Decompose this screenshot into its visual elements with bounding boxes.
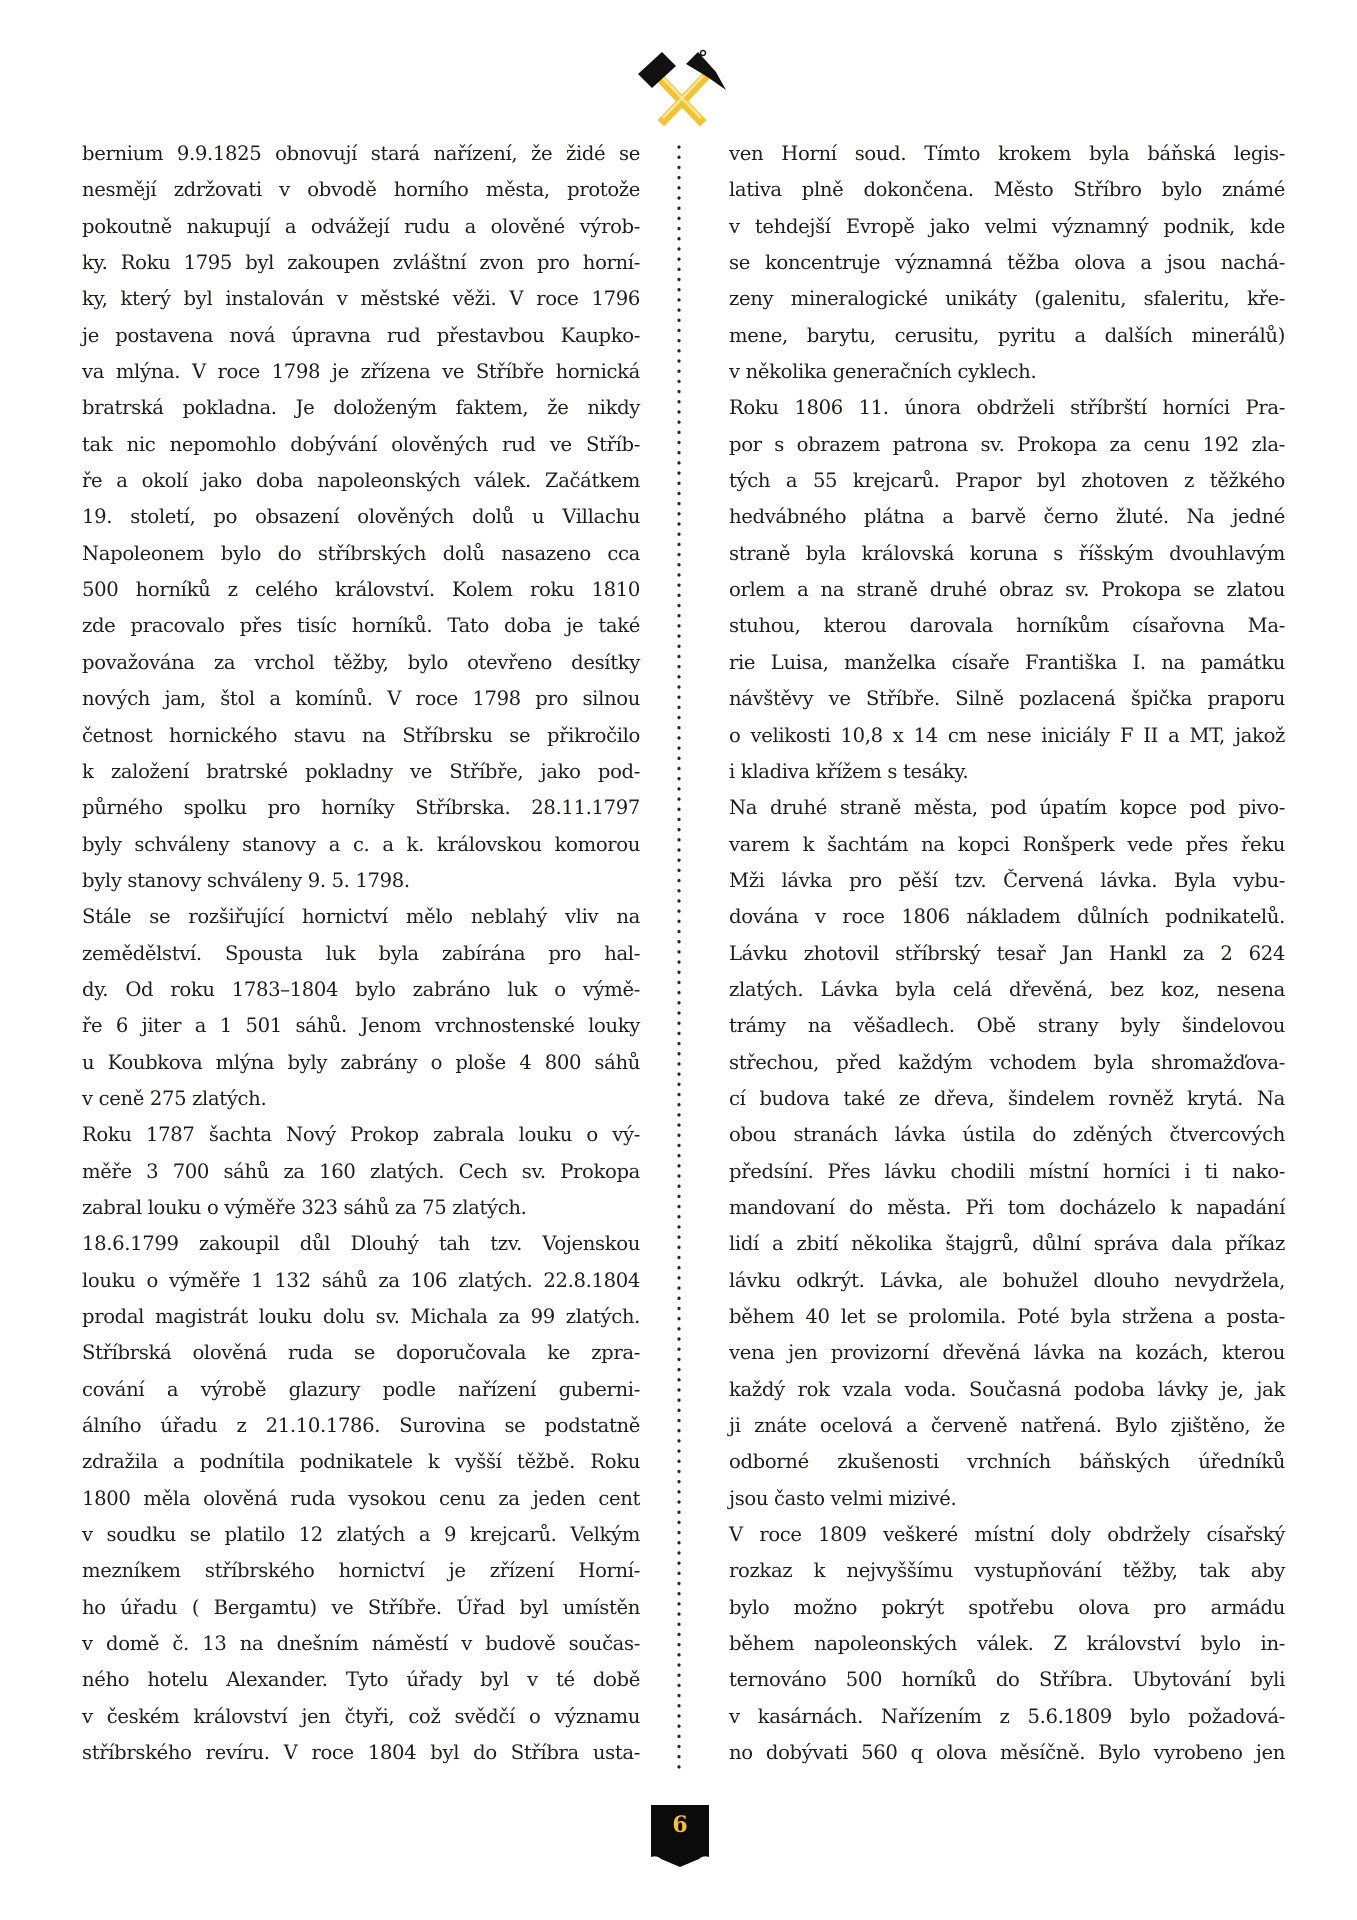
text-line: straně byla královská koruna s říšským dvouhlavým [729,541,1285,565]
crossed-hammers-icon [634,48,730,128]
text-line: lávku odkrýt. Lávka, ale bohužel dlouho nevydržela, [729,1268,1285,1292]
text-line: ře 6 jiter a 1 501 sáhů. Jenom vrchnostenské louky [82,1014,640,1038]
text-line: v tehdejší Evropě jako velmi významný podnik, kde [729,214,1285,238]
text-line: byly schváleny stanovy a c. a k. královskou komorou [82,832,640,856]
text-line: půrného spolku pro horníky Stříbrska. 28.11.1797 [82,796,640,820]
text-line: cování a výrobě glazury podle nařízení guberni- [82,1377,640,1401]
text-line: bernium 9.9.1825 obnovují stará nařízení, že židé se [82,142,640,165]
text-line: ře a okolí jako doba napoleonských válek. Začátkem [82,469,640,493]
text-line: louku o výměře 1 132 sáhů za 106 zlatých. 22.8.1804 [82,1268,640,1292]
text-line: v několika generačních cyklech. [729,360,1037,384]
text-line: no dobývati 560 q olova měsíčně. Bylo vyrobeno jen [729,1741,1285,1765]
text-line: v domě č. 13 na dnešním náměstí v budově součas- [82,1632,640,1656]
text-line: prodal magistrát louku dolu sv. Michala za 99 zlatých. [82,1305,640,1328]
text-line: 500 horníků z celého království. Kolem roku 1810 [82,578,640,602]
text-line: nesmějí zdržovati v obvodě horního města, protože [82,178,640,202]
text-line: trámy na věšadlech. Obě strany byly šindelovou [729,1014,1285,1038]
text-line: tak nic nepomohlo dobývání olověných rud ve Stříb- [82,432,640,456]
text-line: álního úřadu z 21.10.1786. Surovina se podstatně [82,1414,640,1438]
text-line: byly stanovy schváleny 9. 5. 1798. [82,868,410,892]
text-line: považována za vrchol těžby, bylo otevřeno desítky [82,650,640,674]
text-line: k založení bratrské pokladny ve Stříbře, jako pod- [82,759,640,783]
text-line: v soudku se platilo 12 zlatých a 9 krejcarů. Velkým [82,1523,640,1547]
text-column-right [729,136,1285,1771]
page-number: 6 [672,1812,688,1838]
text-line: dy. Od roku 1783–1804 bylo zabráno luk o výmě- [82,977,640,1001]
text-line: během napoleonských válek. Z království bylo in- [729,1632,1285,1656]
text-line: zdražila a podnítila podnikatele k vyšší těžbě. Roku [82,1450,640,1474]
text-line: Roku 1806 11. února obdrželi stříbrští horníci Pra- [729,396,1285,420]
text-line: návštěvy ve Stříbře. Silně pozlacená špička praporu [729,687,1285,711]
text-line: Stále se rozšiřující hornictví mělo neblahý vliv na [82,905,640,929]
text-line: rozkaz k nejvyššímu vystupňování těžby, tak aby [729,1559,1285,1583]
text-line: 1800 měla olověná ruda vysokou cenu za jeden cent [82,1486,640,1510]
text-line: každý rok vzala voda. Současná podoba lávky je, jak [729,1377,1285,1401]
text-column-left [82,136,640,1771]
text-line: u Koubkova mlýna byly zabrány o ploše 4 800 sáhů [82,1050,640,1074]
text-line: Stříbrská olověná ruda se doporučovala ke zpra- [82,1341,640,1365]
text-line: se koncentruje významná těžba olova a jsou nachá- [729,251,1285,275]
text-line: por s obrazem patrona sv. Prokopa za cenu 192 zla- [729,432,1285,456]
text-line: ho úřadu ( Bergamtu) ve Stříbře. Úřad byl umístěn [82,1595,640,1619]
text-line: jsou často velmi mizivé. [729,1486,957,1510]
text-line: pokoutně nakupují a odvážejí rudu a olověné výrob- [82,214,640,238]
text-line: i kladiva křížem s tesáky. [729,759,969,783]
text-line: bratrská pokladna. Je doloženým faktem, že nikdy [82,396,640,420]
text-line: odborné zkušenosti vrchních báňských úředníků [729,1450,1285,1474]
text-line: va mlýna. V roce 1798 je zřízena ve Stříbře hornická [82,360,640,384]
text-line: Mži lávka pro pěší tzv. Červená lávka. Byla vybu- [729,868,1285,892]
text-line: ternováno 500 horníků do Stříbra. Ubytování byli [729,1668,1285,1692]
text-line: zde pracovalo přes tisíc horníků. Tato doba je také [82,614,640,638]
text-line: varem k šachtám na kopci Ronšperk vede přes řeku [729,832,1285,856]
text-line: zemědělství. Spousta luk byla zabírána pro hal- [82,941,640,965]
text-line: během 40 let se prolomila. Poté byla stržena a posta- [729,1305,1285,1328]
text-line: v českém království jen čtyři, což svědčí o významu [82,1704,640,1728]
text-line: rie Luisa, manželka císaře Františka I. na památku [729,650,1285,674]
text-line: zabral louku o výměře 323 sáhů za 75 zlatých. [82,1195,527,1219]
text-line: Napoleonem bylo do stříbrských dolů nasazeno cca [82,541,640,565]
text-line: ky, který byl instalován v městské věži. V roce 1796 [82,287,640,311]
text-line: stuhou, kterou darovala horníkům císařovna Ma- [729,614,1285,638]
text-line: ji znáte ocelová a červeně natřená. Bylo zjištěno, že [729,1414,1285,1438]
text-line: obou stranách lávka ústila do zděných čtvercových [729,1123,1285,1147]
text-line: mandovaní do města. Při tom docházelo k napadání [729,1195,1285,1219]
text-line: měře 3 700 sáhů za 160 zlatých. Cech sv. Prokopa [82,1159,640,1183]
text-line: četnost hornického stavu na Stříbrsku se přikročilo [82,723,640,747]
text-line: nových jam, štol a komínů. V roce 1798 pro silnou [82,687,640,711]
text-line: Na druhé straně města, pod úpatím kopce pod pivo- [729,796,1285,820]
text-line: lidí a zbití několika štajgrů, důlní správa dala příkaz [729,1232,1285,1256]
text-line: o velikosti 10,8 x 14 cm nese iniciály F II a MT, jakož [729,723,1285,747]
text-line: dována v roce 1806 nákladem důlních podnikatelů. [729,905,1285,929]
text-line: stříbrského revíru. V roce 1804 byl do Stříbra usta- [82,1741,640,1765]
text-line: mezníkem stříbrského hornictví je zřízení Horní- [82,1559,640,1583]
text-line: v kasárnách. Nařízením z 5.6.1809 bylo požadová- [729,1704,1285,1728]
text-line: je postavena nová úpravna rud přestavbou Kaupko- [82,323,640,347]
text-line: vena jen provizorní dřevěná lávka na kozách, kterou [729,1341,1285,1365]
text-line: cí budova také ze dřeva, šindelem rovněž krytá. Na [729,1086,1285,1110]
text-line: střechou, před každým vchodem byla shromažďova- [729,1050,1285,1074]
text-line: V roce 1809 veškeré místní doly obdržely císařský [729,1523,1285,1547]
text-line: Lávku zhotovil stříbrský tesař Jan Hankl za 2 624 [729,941,1285,965]
text-line: orlem a na straně druhé obraz sv. Prokopa se zlatou [729,578,1285,602]
text-line: Roku 1787 šachta Nový Prokop zabrala louku o vý- [82,1123,640,1147]
text-line: bylo možno pokrýt spotřebu olova pro armádu [729,1595,1285,1619]
text-line: tých a 55 krejcarů. Prapor byl zhotoven z těžkého [729,469,1285,493]
text-line: v ceně 275 zlatých. [82,1086,267,1110]
text-line: 19. století, po obsazení olověných dolů u Villachu [82,505,640,529]
column-divider-dotted [677,142,681,1774]
text-line: zlatých. Lávka byla celá dřevěná, bez koz, nesena [729,977,1285,1001]
text-line: předsíní. Přes lávku chodili místní horníci i ti nako- [729,1159,1285,1183]
text-line: 18.6.1799 zakoupil důl Dlouhý tah tzv. Vojenskou [82,1232,640,1256]
text-line: ky. Roku 1795 byl zakoupen zvláštní zvon pro horní- [82,251,640,275]
text-line: mene, barytu, cerusitu, pyritu a dalších minerálů) [729,323,1285,347]
text-line: lativa plně dokončena. Město Stříbro bylo známé [729,178,1285,202]
text-line: hedvábného plátna a barvě černo žluté. Na jedné [729,505,1285,529]
text-line: ného hotelu Alexander. Tyto úřady byl v té době [82,1668,640,1692]
text-line: ven Horní soud. Tímto krokem byla báňská legis- [729,142,1285,165]
text-line: zeny mineralogické unikáty (galenitu, sfaleritu, kře- [729,287,1285,311]
